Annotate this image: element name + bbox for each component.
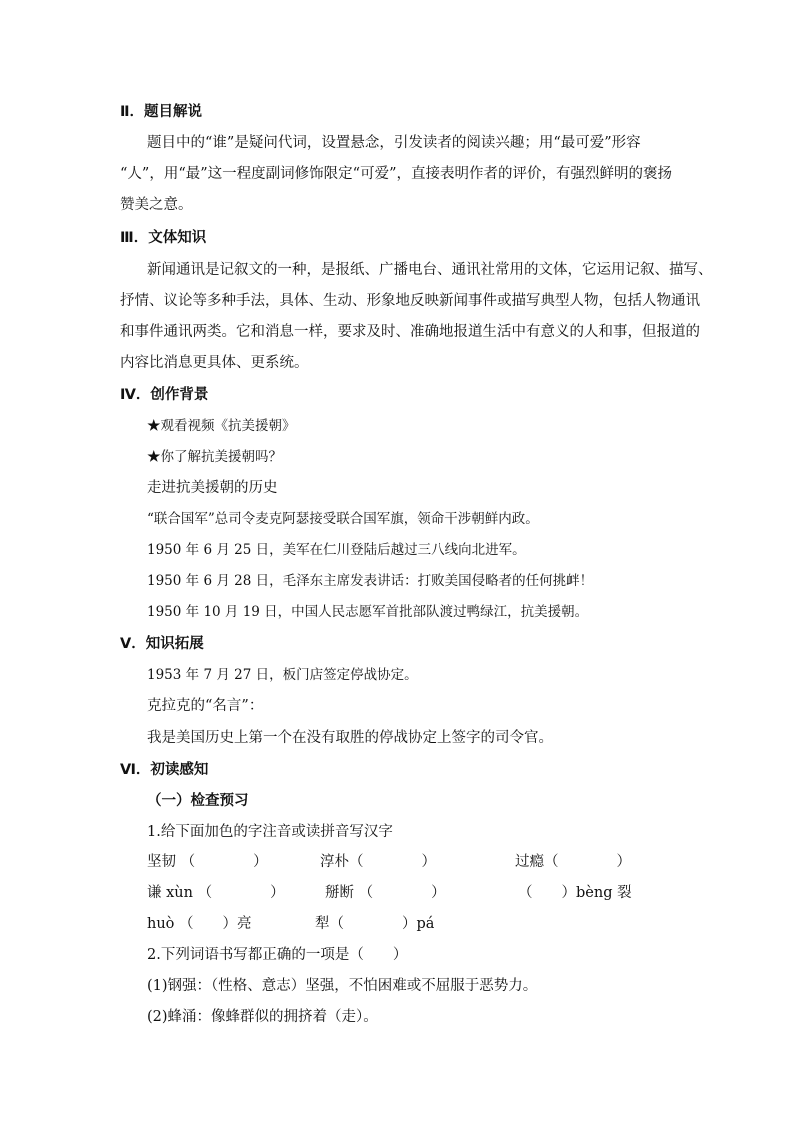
exercise-item: 淳朴（ ） <box>320 854 436 870</box>
exercise-item: 过瘾（ ） <box>515 854 631 870</box>
section-heading-2: Ⅱ．题目解说 <box>120 104 203 120</box>
bullet-item: ★观看视频《抗美援朝》 <box>147 418 296 434</box>
exercise-item: 掰断 （ ） <box>325 885 446 901</box>
option-item: (2)蜂涌：像蜂群似的拥挤着（走）。 <box>147 1009 378 1025</box>
option-item: (1)钢强：（性格、意志）坚强，不怕困难或不屈服于恶势力。 <box>147 978 538 994</box>
timeline-item: 1950 年 6 月 28 日，毛泽东主席发表讲话：打败美国侵略者的任何挑衅！ <box>147 573 594 589</box>
paragraph-line: 我是美国历史上第一个在没有取胜的停战协定上签字的司令官。 <box>147 730 553 746</box>
exercise-item: （ ）bèng 裂 <box>518 885 632 901</box>
paragraph-line: 和事件通讯两类。它和消息一样，要求及时、准确地报道生活中有意义的人和事，但报道的 <box>120 324 700 340</box>
subheading: （一）检查预习 <box>147 793 249 809</box>
exercise-item: 谦 xùn （ ） <box>147 885 285 901</box>
section-heading-6: Ⅵ．初读感知 <box>120 762 209 778</box>
exercise-item: 坚韧 （ ） <box>147 854 268 870</box>
timeline-item: 1950 年 10 月 19 日，中国人民志愿军首批部队渡过鸭绿江，抗美援朝。 <box>147 604 589 620</box>
paragraph-line: “联合国军”总司令麦克阿瑟接受联合国军旗，领命干涉朝鲜内政。 <box>147 511 539 527</box>
paragraph-line: 新闻通讯是记叙文的一种，是报纸、广播电台、通讯社常用的文体，它运用记叙、描写、 <box>147 262 713 278</box>
paragraph-line: “人”，用“最”这一程度副词修饰限定“可爱”，直接表明作者的评价，有强烈鲜明的褒扬 <box>120 166 672 182</box>
timeline-item: 1950 年 6 月 25 日，美军在仁川登陆后越过三八线向北进军。 <box>147 542 526 558</box>
exercise-item: 犁（ ）pá <box>315 916 435 932</box>
question: 1.给下面加色的字注音或读拼音写汉字 <box>147 824 393 840</box>
paragraph-line: 抒情、议论等多种手法，具体、生动、形象地反映新闻事件或描写典型人物，包括人物通讯 <box>120 293 700 309</box>
paragraph-line: 走进抗美援朝的历史 <box>147 480 278 496</box>
paragraph-line: 题目中的“谁”是疑问代词，设置悬念，引发读者的阅读兴趣；用“最可爱”形容 <box>147 135 641 151</box>
paragraph-line: 1953 年 7 月 27 日，板门店签定停战协定。 <box>147 667 418 683</box>
paragraph-line: 克拉克的“名言”： <box>147 698 264 714</box>
question: 2.下列词语书写都正确的一项是（ ） <box>147 947 408 963</box>
section-heading-4: Ⅳ．创作背景 <box>120 387 209 403</box>
paragraph-line: 赞美之意。 <box>120 197 193 213</box>
section-heading-3: Ⅲ．文体知识 <box>120 230 207 246</box>
paragraph-line: 内容比消息更具体、更系统。 <box>120 355 309 371</box>
exercise-item: huò （ ）亮 <box>147 916 252 932</box>
section-heading-5: Ⅴ．知识拓展 <box>120 636 204 652</box>
bullet-item: ★你了解抗美援朝吗？ <box>147 449 282 465</box>
